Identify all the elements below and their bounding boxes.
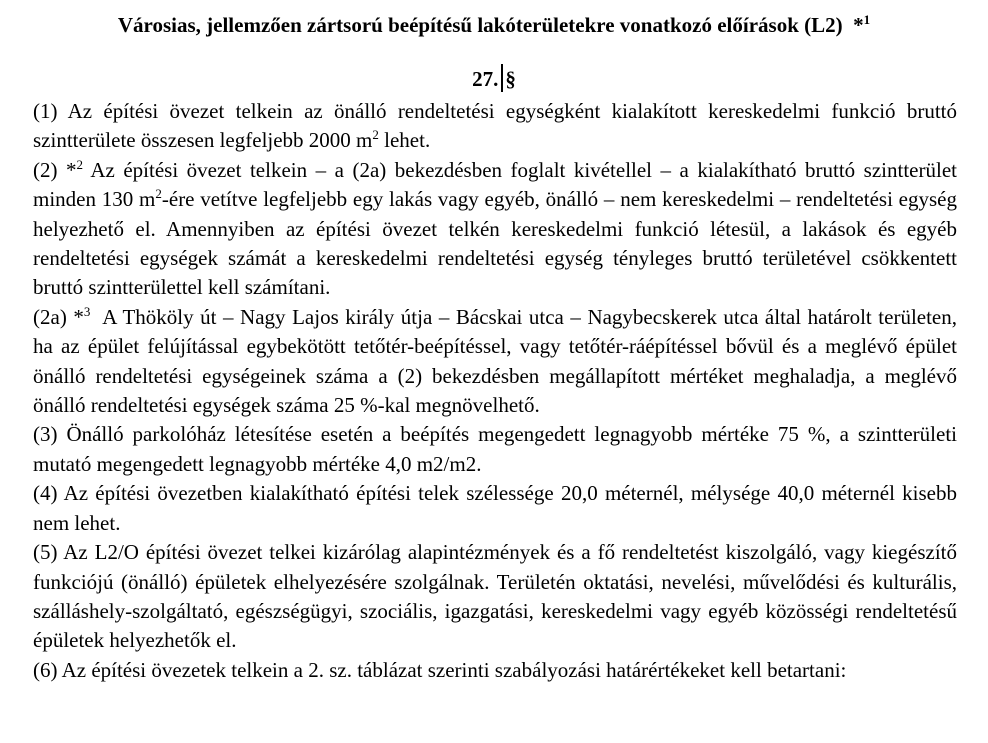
section-heading <box>0 64 988 92</box>
paragraph-5: (5) Az L2/O építési övezet telkei kizárólag alapintézmények és a fő rendeltetést kiszolgáló, vagy kiegészítő funkciójú (önálló) épületek elhelyezésére szolgálnak. Területén oktatási, nevelési, művelődési és kulturális, szálláshely-szolgáltató, egészségügyi, szociális, igazgatási, kereskedelmi vagy egyéb közösségi rendeltetésű épületek helyezhetők el. <box>33 540 957 653</box>
paragraph-1: (1) Az építési övezet telkein az önálló rendeltetési egységként kialakított kereskedelmi funkció bruttó szintterülete összesen legfeljebb 2000 $m^2$ lehet. <box>33 99 957 153</box>
paragraph-6: (6) Az építési övezetek telkein a 2. sz. táblázat szerinti szabályozási határértékeket kell betartani: <box>33 657 847 682</box>
section-sign: § <box>505 67 516 91</box>
title-text: Városias, jellemzően zártsorú beépítésű lakóterületekre vonatkozó előírások (L2) <box>117 13 843 37</box>
paragraph-2a: (2a) *$^3$ A Thököly út – Nagy Lajos király útja – Bácskai utca – Nagybecskerek utca által határolt területen, ha az épület felújítással egybekötött tetőtér-beépítéssel, vagy tetőtér-ráépítéssel bővül és a meglévő épület önálló rendeltetési egységeinek száma a (2) bekezdésben megállapított mértéket meghaladja, a meglévő önálló rendeltetési egységek száma 25 %-kal megnövelhető. <box>33 303 963 418</box>
footnote-link[interactable]: (2) *$^2$ <box>33 156 83 182</box>
document-title <box>0 12 988 38</box>
footnote-link[interactable]: (2a) *$^3$ <box>33 303 91 329</box>
paragraph-4: (4) Az építési övezetben kialakítható építési telek szélessége 20,0 méternél, mélysége 40,0 méternél kisebb nem lehet. <box>33 481 957 535</box>
section-number: 27. <box>472 67 499 91</box>
paragraph-3: (3) Önálló parkolóház létesítése esetén a beépítés megengedett legnagyobb mértéke 75 %, a szintterületi mutató megengedett legnagyobb mértéke 4,0 m2/m2. <box>33 422 957 476</box>
footnote-number: 1 <box>863 12 871 27</box>
footnote-link[interactable]: *$^1$ <box>853 12 871 37</box>
paragraph-2: (2) *$^2$ Az építési övezet telkein – a (2a) bekezdésben foglalt kivétellel – a kialakítható bruttó szintterület minden 130 $m^2$-ére vetítve legfeljebb egy lakás vagy egyéb, önálló – nem kereskedelmi – rendeltetési egység helyezhető el. Amennyiben az építési övezet telkén kereskedelmi funkció létesül, a lakások és egyéb rendeltetési egységek számát a kereskedelmi rendeltetési egység tényleges bruttó területével csökkentett bruttó szintterülettel kell számítani. <box>33 156 957 300</box>
text-cursor <box>501 64 503 92</box>
document-body <box>33 97 963 685</box>
